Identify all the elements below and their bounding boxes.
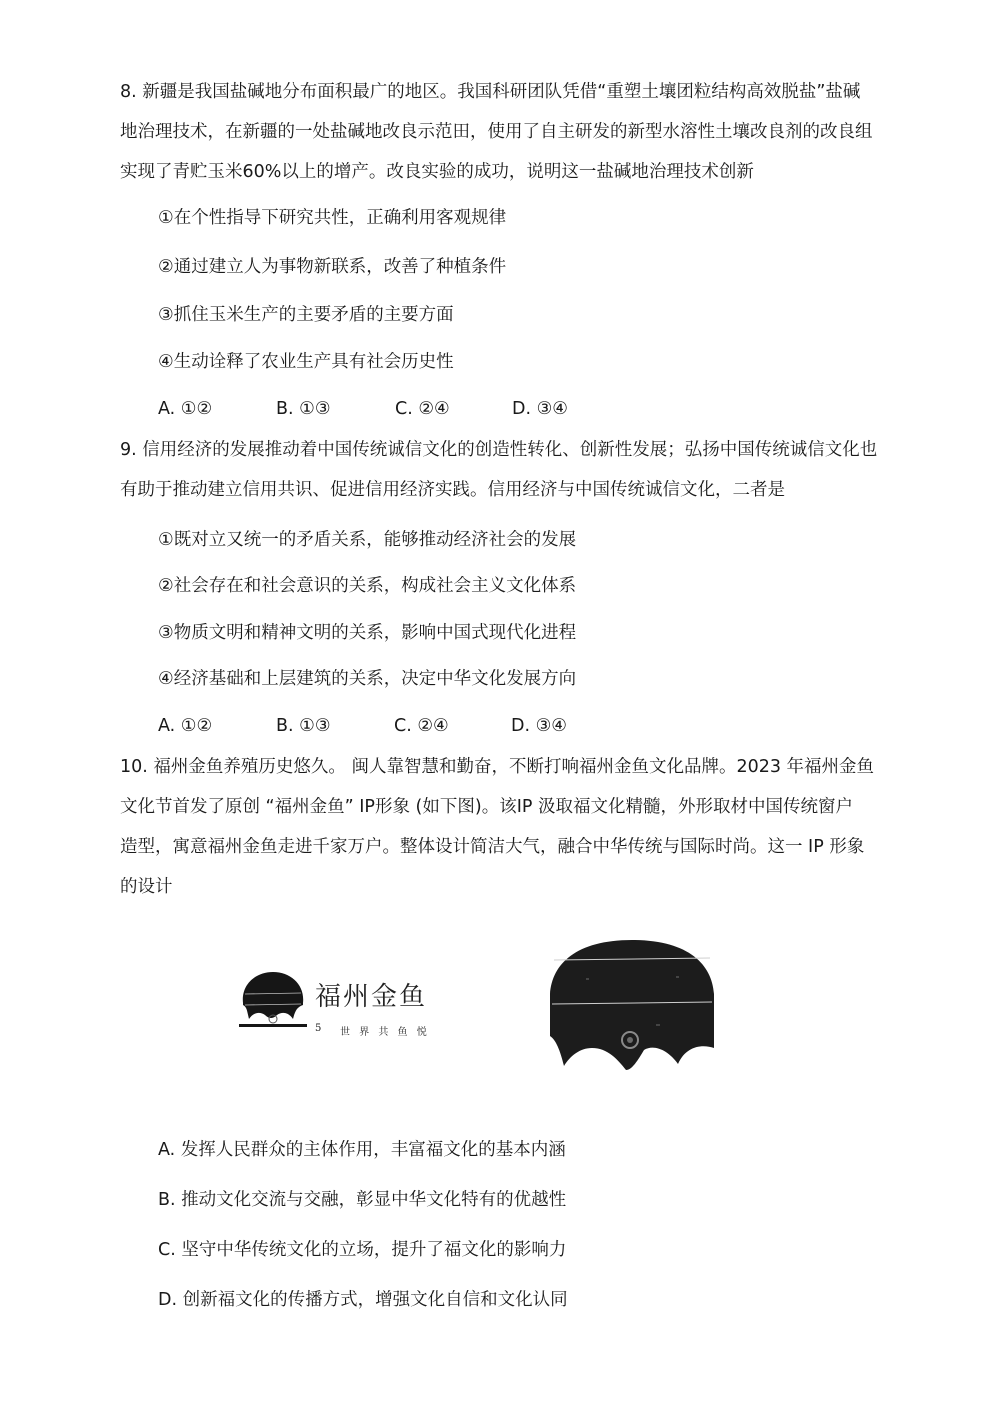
q9-item-1: ①既对立又统一的矛盾关系，能够推动经济社会的发展 — [158, 530, 577, 550]
q8-stem-line-1: 8. 新疆是我国盐碱地分布面积最广的地区。我国科研团队凭借“重塑土壤团粒结构高效脱盐”盐碱 — [120, 82, 861, 102]
q9-choice-d: D. ③④ — [511, 716, 567, 736]
q10-option-b: B. 推动文化交流与交融，彰显中华文化特有的优越性 — [158, 1190, 567, 1210]
goldfish-logo-mark — [237, 969, 309, 1033]
q8-item-1: ①在个性指导下研究共性，正确利用客观规律 — [158, 208, 507, 228]
q8-choice-d: D. ③④ — [512, 399, 568, 419]
logo-subtitle: 世 界 共 鱼 悦 — [340, 1027, 430, 1038]
q8-item-2: ②通过建立人为事物新联系，改善了种植条件 — [158, 257, 507, 277]
goldfish-window-image — [546, 936, 718, 1076]
ip-logo-figure — [230, 932, 730, 1082]
q9-choice-b: B. ①③ — [276, 716, 331, 736]
q9-item-3: ③物质文明和精神文明的关系，影响中国式现代化进程 — [158, 623, 577, 643]
q10-stem-line-2: 文化节首发了原创 “福州金鱼” IP形象 (如下图)。该IP 汲取福文化精髓，外形取材中国传统窗户 — [120, 797, 853, 817]
q8-item-3: ③抓住玉米生产的主要矛盾的主要方面 — [158, 305, 454, 325]
q9-item-2: ②社会存在和社会意识的关系，构成社会主义文化体系 — [158, 576, 577, 596]
q10-option-c: C. 坚守中华传统文化的立场，提升了福文化的影响力 — [158, 1240, 567, 1260]
q8-choice-a: A. ①② — [158, 399, 213, 419]
logo-subtitle-number: 5 — [315, 1023, 322, 1034]
q10-stem-line-3: 造型，寓意福州金鱼走进千家万户。整体设计简洁大气，融合中华传统与国际时尚。这一 IP 形象 — [120, 837, 865, 857]
q8-stem-line-2: 地治理技术，在新疆的一处盐碱地改良示范田，使用了自主研发的新型水溶性土壤改良剂的改良组 — [120, 122, 873, 142]
logo-title: 福州金鱼 — [315, 982, 428, 1012]
q10-option-a: A. 发挥人民群众的主体作用，丰富福文化的基本内涵 — [158, 1140, 566, 1160]
q9-stem-line-1: 9. 信用经济的发展推动着中国传统诚信文化的创造性转化、创新性发展；弘扬中国传统诚信文化也 — [120, 440, 878, 460]
q8-item-4: ④生动诠释了农业生产具有社会历史性 — [158, 352, 454, 372]
q10-stem-line-4: 的设计 — [120, 877, 173, 897]
q9-choice-a: A. ①② — [158, 716, 213, 736]
q10-option-d: D. 创新福文化的传播方式，增强文化自信和文化认同 — [158, 1290, 568, 1310]
q10-stem-line-1: 10. 福州金鱼养殖历史悠久。 闽人靠智慧和勤奋，不断打响福州金鱼文化品牌。2023 年福州金鱼 — [120, 757, 875, 777]
q8-stem-line-3: 实现了青贮玉米60%以上的增产。改良实验的成功，说明这一盐碱地治理技术创新 — [120, 162, 754, 182]
q9-item-4: ④经济基础和上层建筑的关系，决定中华文化发展方向 — [158, 669, 577, 689]
q8-choice-c: C. ②④ — [395, 399, 450, 419]
q9-stem-line-2: 有助于推动建立信用共识、促进信用经济实践。信用经济与中国传统诚信文化，二者是 — [120, 480, 785, 500]
q9-choice-c: C. ②④ — [394, 716, 449, 736]
q8-choice-b: B. ①③ — [276, 399, 331, 419]
